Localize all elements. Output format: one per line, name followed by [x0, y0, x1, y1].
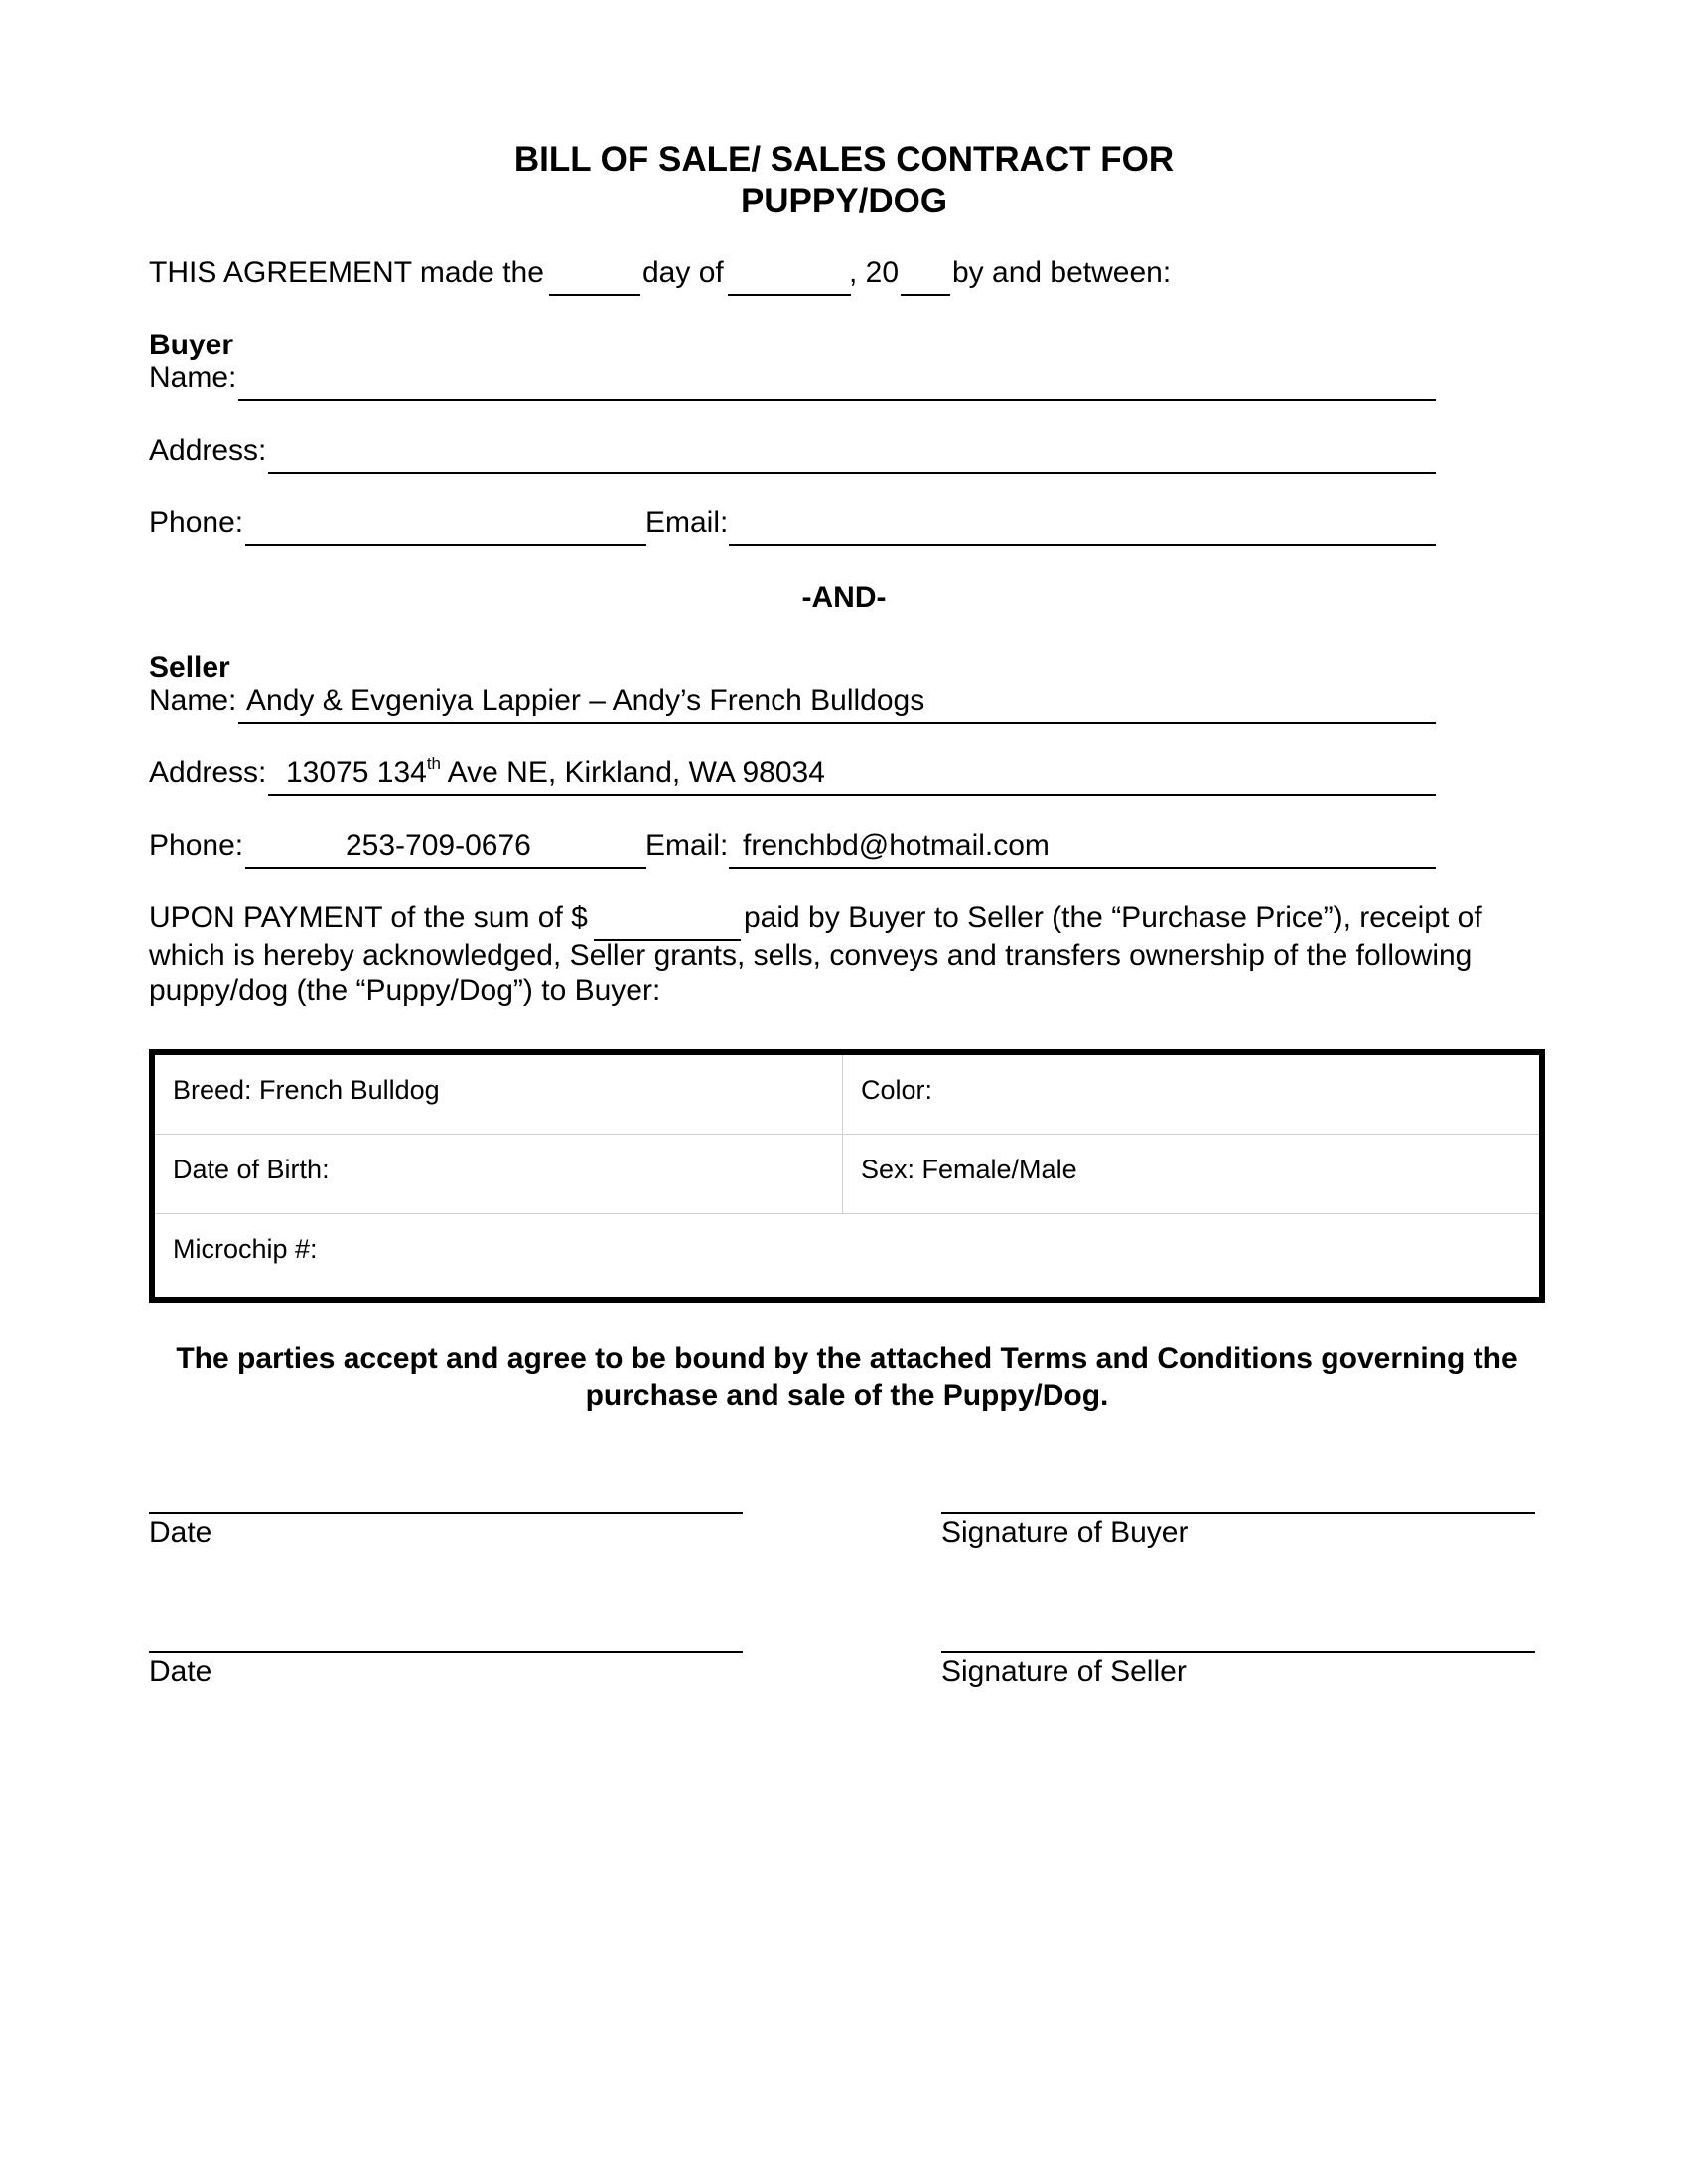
seller-name-row	[149, 684, 1436, 724]
payment-line-1	[149, 901, 1545, 941]
payment-line-3: puppy/dog (the “Puppy/Dog”) to Buyer:	[149, 974, 661, 1007]
buyer-name-field[interactable]	[238, 399, 1436, 401]
microchip-cell[interactable]: Microchip #:	[173, 1234, 318, 1264]
seller-date-line[interactable]	[149, 1651, 743, 1653]
seller-name-label: Name:	[149, 684, 237, 717]
agreement-text-1: THIS AGREEMENT made the	[149, 256, 544, 289]
agreement-month-blank[interactable]	[728, 294, 851, 296]
payment-line-2: which is hereby acknowledged, Seller grants, sells, conveys and transfers ownership of the following	[149, 939, 1473, 972]
buyer-email-field[interactable]	[729, 544, 1436, 546]
buyer-address-label: Address:	[149, 434, 267, 467]
terms-line-2: purchase and sale of the Puppy/Dog.	[585, 1379, 1109, 1412]
payment-text-2: paid by Buyer to Seller (the “Purchase Price”), receipt of	[744, 901, 1482, 934]
title-line-2: PUPPY/DOG	[740, 182, 948, 220]
color-cell[interactable]: Color:	[861, 1075, 933, 1105]
seller-address-row	[149, 756, 1436, 796]
agreement-text-3: , 20	[849, 256, 900, 289]
seller-phone-field[interactable]	[245, 867, 646, 869]
buyer-phone-label: Phone:	[149, 506, 244, 539]
buyer-name-row	[149, 361, 1436, 401]
buyer-signature-label: Signature of Buyer	[941, 1516, 1189, 1549]
seller-phone-label: Phone:	[149, 829, 244, 862]
seller-signature-label: Signature of Seller	[941, 1655, 1187, 1688]
payment-text-1: UPON PAYMENT of the sum of $	[149, 901, 588, 934]
title-line-1: BILL OF SALE/ SALES CONTRACT FOR	[513, 140, 1175, 179]
agreement-text-2: day of	[642, 256, 724, 289]
seller-date-label: Date	[149, 1655, 212, 1688]
buyer-heading: Buyer	[149, 329, 234, 361]
date-of-birth-cell[interactable]: Date of Birth:	[173, 1155, 330, 1184]
seller-email-field[interactable]	[729, 867, 1436, 869]
seller-heading: Seller	[149, 651, 230, 684]
buyer-date-line[interactable]	[149, 1512, 743, 1514]
terms-line-1: The parties accept and agree to be bound by the attached Terms and Conditions governing the	[176, 1342, 1518, 1375]
buyer-phone-field[interactable]	[245, 544, 646, 546]
agreement-line	[149, 256, 1241, 296]
buyer-address-row	[149, 434, 1436, 474]
breed-cell[interactable]: Breed: French Bulldog	[173, 1075, 440, 1105]
seller-name-value: Andy & Evgeniya Lappier – Andy’s French Bulldogs	[246, 684, 925, 717]
seller-contact-row	[149, 829, 1436, 869]
buyer-date-label: Date	[149, 1516, 212, 1549]
seller-address-field[interactable]	[268, 794, 1436, 796]
buyer-name-label: Name:	[149, 361, 237, 394]
buyer-signature-line[interactable]	[941, 1512, 1535, 1514]
buyer-address-field[interactable]	[268, 472, 1436, 474]
buyer-contact-row	[149, 506, 1436, 546]
sex-cell[interactable]: Sex: Female/Male	[861, 1155, 1077, 1184]
seller-email-value: frenchbd@hotmail.com	[743, 829, 1050, 862]
and-separator: -AND-	[801, 581, 887, 614]
seller-name-field[interactable]	[238, 722, 1436, 724]
seller-phone-value: 253-709-0676	[346, 829, 531, 862]
seller-address-value: 13075 134th Ave NE, Kirkland, WA 98034	[286, 754, 825, 789]
agreement-year-blank[interactable]	[901, 294, 950, 296]
seller-signature-line[interactable]	[941, 1651, 1535, 1653]
agreement-day-blank[interactable]	[549, 294, 640, 296]
seller-email-label: Email:	[645, 829, 729, 862]
dog-details-table	[149, 1049, 1545, 1303]
seller-address-label: Address:	[149, 756, 267, 789]
buyer-email-label: Email:	[645, 506, 729, 539]
agreement-text-4: by and between:	[952, 256, 1172, 289]
